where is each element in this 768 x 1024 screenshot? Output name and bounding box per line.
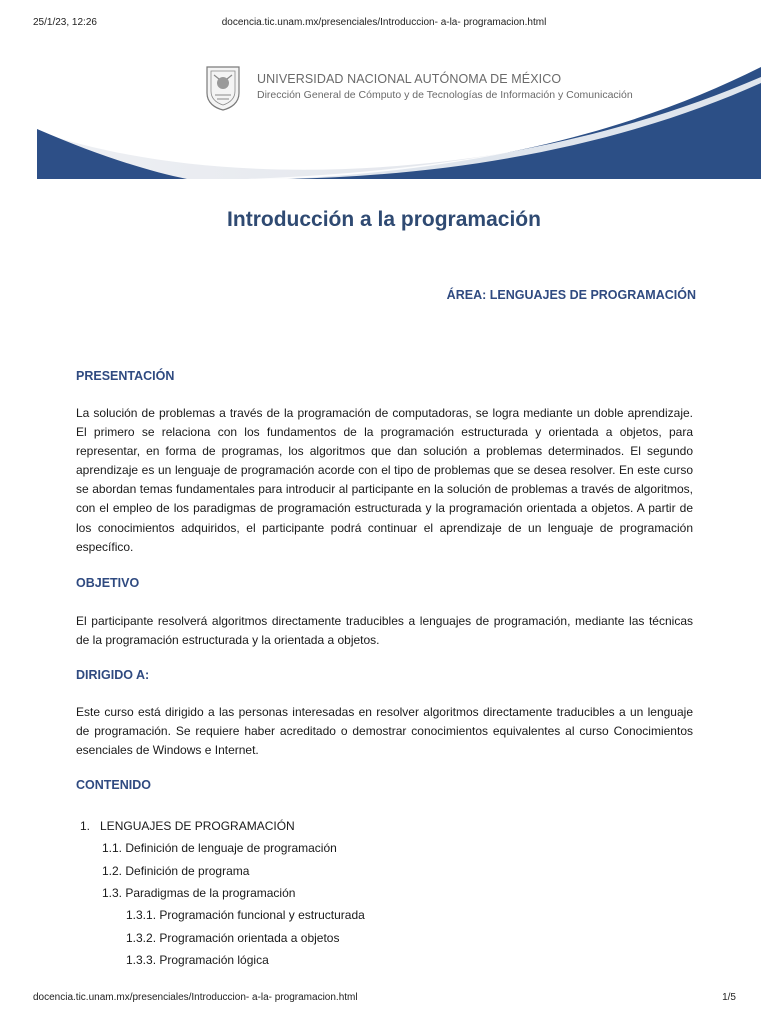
page-title: Introducción a la programación bbox=[227, 208, 541, 231]
heading-dirigido: DIRIGIDO A: bbox=[76, 668, 150, 682]
heading-presentacion: PRESENTACIÓN bbox=[76, 369, 175, 383]
unam-crest-icon bbox=[203, 65, 243, 111]
paragraph-dirigido: Este curso está dirigido a las personas interesadas en resolver algoritmos directamente traducibles a un lenguaje de programación. Se requiere haber acreditado o demostrar conocimientos equivalentes al curso Conocimientos esenciales de Windows e Internet. bbox=[76, 705, 693, 758]
print-datetime: 25/1/23, 12:26 bbox=[33, 17, 97, 28]
list-item: 1.3.2. Programación orientada a objetos bbox=[126, 931, 340, 945]
university-name: UNIVERSIDAD NACIONAL AUTÓNOMA DE MÉXICO bbox=[257, 72, 562, 86]
list-item: 1.3.3. Programación lógica bbox=[126, 953, 269, 967]
list-item: 1.1. Definición de lenguaje de programación bbox=[102, 841, 337, 855]
banner-swoosh bbox=[37, 43, 761, 179]
paragraph-presentacion: La solución de problemas a través de la programación de computadoras, se logra mediante un doble aprendizaje. El primero se relaciona con los fundamentos de la programación estructurada y orientada a objetos, para representar, en forma de programas, los algoritmos que dan solución a problemas determinados. El segundo aprendizaje es un lenguaje de programación acorde con el tipo de problemas que se desea resolver. En este curso se abordan temas fundamentales para introducir al participante en la solución de problemas a través de algoritmos, con el empleo de los paradigmas de programación estructurada y la programación orientada a objetos. A partir de los conocimientos adquiridos, el participante podrá continuar el aprendizaje de un lenguaje de programación específico. bbox=[76, 406, 693, 554]
area-label: ÁREA: LENGUAJES DE PROGRAMACIÓN bbox=[446, 288, 696, 302]
list-item: 1.2. Definición de programa bbox=[102, 864, 250, 878]
print-header-url: docencia.tic.unam.mx/presenciales/Introduccion- a-la- programacion.html bbox=[221, 17, 547, 28]
heading-contenido: CONTENIDO bbox=[76, 778, 151, 792]
unam-banner bbox=[37, 43, 761, 179]
list-item: 1.3. Paradigmas de la programación bbox=[102, 886, 296, 900]
heading-objetivo: OBJETIVO bbox=[76, 576, 140, 590]
paragraph-objetivo: El participante resolverá algoritmos directamente traducibles a lenguajes de programación, mediante las técnicas de la programación estructurada y la orientada a objetos. bbox=[76, 614, 693, 648]
page-counter: 1/5 bbox=[722, 992, 736, 1003]
print-footer bbox=[0, 992, 768, 1006]
print-header bbox=[0, 17, 768, 31]
department-name: Dirección General de Cómputo y de Tecnologías de Información y Comunicación bbox=[257, 89, 633, 101]
print-footer-url: docencia.tic.unam.mx/presenciales/Introduccion- a-la- programacion.html bbox=[33, 992, 358, 1003]
list-item: 1. LENGUAJES DE PROGRAMACIÓN bbox=[80, 819, 295, 833]
list-item: 1.3.1. Programación funcional y estructurada bbox=[126, 908, 365, 922]
